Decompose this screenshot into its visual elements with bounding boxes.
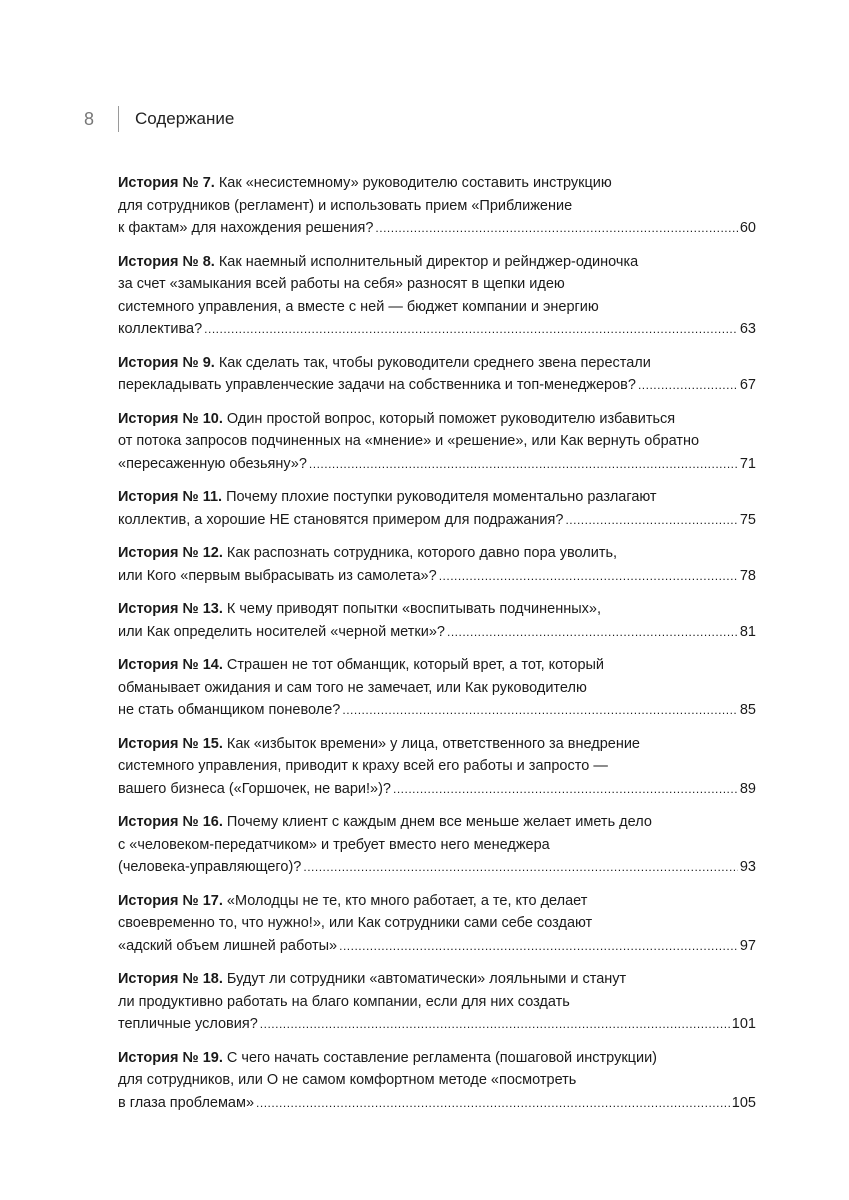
toc-entry[interactable] [118,1047,756,1115]
toc-entry[interactable] [118,733,756,801]
toc-entry-last-line [118,1092,756,1115]
toc-page-number[interactable]: 89 [739,780,756,797]
toc-entry-title-text: обманывает ожидания и сам того не замечает, или Как руководителю [118,679,587,696]
toc-entry-last-line [118,778,756,801]
toc-entry-last-line [118,509,756,532]
toc-entry-line [118,677,756,700]
toc-entry-title-text: «пересаженную обезьяну»? [118,455,307,472]
toc-entry-text [118,318,202,341]
toc-entry-last-line [118,699,756,722]
story-label: История № 11. [118,489,223,505]
toc-entry-title-text: или Кого «первым выбрасывать из самолета»? [118,567,437,584]
toc-entry-text [118,994,570,1010]
toc-entry[interactable] [118,352,756,397]
toc-page-number[interactable]: 105 [731,1094,756,1111]
toc-entry-title-text: системного управления, а вместе с ней — бюджет компании и энергию [118,298,599,315]
toc-entry-text [118,657,604,673]
toc-entry-line [118,273,756,296]
toc-entry-line [118,430,756,453]
toc-entry-title-text: Один простой вопрос, который поможет руководителю избавиться [222,410,676,427]
toc-entry-line [118,296,756,319]
toc-entry-title-text: для сотрудников, или О не самом комфортном методе «посмотреть [118,1072,577,1088]
dot-leader [375,217,737,240]
toc-entry-text [118,217,373,240]
toc-entry-title-text: Как «избыток времени» у лица, ответственного за внедрение [222,735,640,752]
toc-entry-text [118,736,640,752]
toc-page-number[interactable]: 101 [731,1016,756,1032]
toc-entry-text [118,254,638,270]
toc-entry-line [118,598,756,621]
toc-entry-text [118,915,592,931]
toc-entry-text [118,856,301,879]
toc-entry-title-text: ли продуктивно работать на благо компании, если для них создать [118,993,570,1010]
toc-entry[interactable] [118,251,756,341]
toc-entry-title-text: к фактам» для нахождения решения? [118,220,374,236]
toc-entry-title-text: «адский объем лишней работы» [118,937,338,954]
toc-entry-text [118,453,307,476]
story-label: История № 9. [118,354,215,371]
toc-page-number[interactable]: 85 [739,702,756,718]
toc-entry-title-text: Как распознать сотрудника, которого давно пора уволить, [222,545,618,561]
toc-entry-title-text: тепличные условия? [118,1016,258,1032]
toc-entry-title-text: Как наемный исполнительный директор и рейнджер-одиночка [214,253,639,270]
toc-entry-title-text: С чего начать составление регламента (пошаговой инструкции) [222,1049,657,1066]
page-header [84,105,234,133]
story-label: История № 8. [118,253,215,270]
toc-entry-text [118,411,675,427]
toc-page-number[interactable]: 75 [739,511,756,528]
toc-entry-title-text: перекладывать управленческие задачи на собственника и топ-менеджеров? [118,377,636,393]
toc-entry-line [118,1069,756,1092]
section-title: Содержание [135,109,235,128]
toc-entry-last-line [118,621,756,644]
toc-entry-line [118,486,756,509]
toc-entry[interactable] [118,172,756,240]
story-label: История № 15. [118,735,223,752]
toc-entry-line [118,991,756,1014]
toc-entry[interactable] [118,408,756,476]
toc-entry-line [118,251,756,274]
toc-entry-text [118,276,565,292]
dot-leader [339,935,738,958]
toc-entry-last-line [118,374,756,397]
toc-entry-line [118,195,756,218]
toc-page-number[interactable]: 63 [739,321,756,337]
toc-entry-title-text: Страшен не тот обманщик, который врет, а тот, который [222,657,605,673]
toc-entry-text [118,1050,657,1066]
toc-entry-text [118,565,437,588]
dot-leader [565,509,737,532]
toc-entry-title-text: К чему приводят попытки «воспитывать подчиненных», [222,601,602,617]
toc-entry-line [118,654,756,677]
table-of-contents [118,172,756,1125]
toc-entry-text [118,893,587,909]
toc-entry-line [118,890,756,913]
toc-entry-line [118,811,756,834]
dot-leader [309,453,738,476]
story-label: История № 19. [118,1049,223,1066]
toc-entry-line [118,408,756,431]
toc-entry-text [118,355,651,371]
toc-entry-title-text: в глаза проблемам» [118,1094,255,1111]
toc-entry[interactable] [118,654,756,722]
toc-page-number[interactable]: 78 [739,567,756,584]
toc-entry-text [118,1013,258,1036]
toc-entry-title-text: коллектива? [118,321,203,337]
toc-entry-title-text: «Молодцы не те, кто много работает, а те, кто делает [222,892,588,909]
toc-entry-last-line [118,453,756,476]
toc-entry-last-line [118,935,756,958]
toc-entry-title-text: Как сделать так, чтобы руководители среднего звена перестали [214,354,651,371]
toc-entry-title-text: или Как определить носителей «черной метки»? [118,623,445,640]
story-label: История № 13. [118,601,223,617]
toc-entry-text [118,601,601,617]
dot-leader [256,1092,730,1115]
toc-entry-title-text: за счет «замыкания всей работы на себя» разносят в щепки идею [118,276,565,292]
toc-entry[interactable] [118,542,756,587]
toc-entry[interactable] [118,968,756,1036]
toc-entry-title-text: коллектив, а хорошие НЕ становятся примером для подражания? [118,511,564,528]
dot-leader [439,565,738,588]
toc-entry-last-line [118,318,756,341]
toc-entry-last-line [118,217,756,240]
toc-entry-text [118,1092,254,1115]
toc-entry-text [118,778,391,801]
toc-entry-text [118,680,587,696]
toc-entry-line [118,755,756,778]
toc-entry-line [118,172,756,195]
toc-entry-text [118,1072,576,1088]
toc-entry-title-text: с «человеком-передатчиком» и требует вместо него менеджера [118,836,550,853]
story-label: История № 10. [118,410,223,427]
toc-entry-line [118,834,756,857]
toc-entry-last-line [118,1013,756,1036]
toc-entry-title-text: системного управления, приводит к краху всей его работы и запросто — [118,758,608,774]
toc-entry-text [118,837,550,853]
toc-entry-last-line [118,565,756,588]
toc-page-number[interactable]: 81 [739,623,756,640]
dot-leader [393,778,738,801]
toc-entry-text [118,489,657,505]
toc-page-number[interactable]: 93 [739,859,756,875]
story-label: История № 18. [118,971,223,987]
dot-leader [638,374,738,397]
toc-entry-line [118,968,756,991]
dot-leader [260,1013,730,1036]
page-number: 8 [84,108,95,129]
toc-entry-text [118,971,626,987]
story-label: История № 16. [118,814,223,830]
story-label: История № 14. [118,657,223,673]
toc-entry-title-text: своевременно то, что нужно!», или Как сотрудники сами себе создают [118,915,593,931]
dot-leader [342,699,738,722]
toc-entry-text [118,299,599,315]
toc-entry-line [118,352,756,375]
story-label: История № 17. [118,892,223,909]
toc-entry-text [118,699,340,722]
toc-entry[interactable] [118,598,756,643]
toc-page-number[interactable]: 60 [739,220,756,236]
toc-entry-title-text: Будут ли сотрудники «автоматически» лояльными и станут [222,971,627,987]
toc-entry[interactable] [118,811,756,879]
toc-entry[interactable] [118,890,756,958]
toc-entry-text [118,814,652,830]
toc-entry-title-text: для сотрудников (регламент) и использовать прием «Приближение [118,197,573,214]
toc-entry-line [118,1047,756,1070]
toc-entry-title-text: (человека-управляющего)? [118,859,302,875]
toc-entry[interactable] [118,486,756,531]
toc-entry-title-text: вашего бизнеса («Горшочек, не вари!»)? [118,780,391,797]
toc-page-number[interactable]: 67 [739,377,756,393]
toc-page-number[interactable]: 71 [739,455,756,472]
toc-entry-text [118,935,337,958]
dot-leader [303,856,737,879]
toc-entry-title-text: от потока запросов подчиненных на «мнение» и «решение», или Как вернуть обратно [118,433,700,449]
toc-entry-title-text: Почему плохие поступки руководителя моментально разлагают [222,489,657,505]
toc-entry-line [118,733,756,756]
toc-entry-title-text: не стать обманщиком поневоле? [118,702,341,718]
toc-entry-text [118,198,572,214]
toc-entry-text [118,758,608,774]
toc-entry-line [118,912,756,935]
header-divider [118,106,119,132]
toc-page-number[interactable]: 97 [739,937,756,954]
toc-entry-text [118,433,699,449]
toc-entry-title-text: Как «несистемному» руководителю составить инструкцию [214,175,612,191]
toc-entry-title-text: Почему клиент с каждым днем все меньше желает иметь дело [222,814,652,830]
toc-entry-text [118,175,612,191]
dot-leader [447,621,738,644]
toc-entry-last-line [118,856,756,879]
toc-entry-text [118,545,617,561]
toc-entry-text [118,374,636,397]
story-label: История № 7. [118,175,215,191]
toc-entry-line [118,542,756,565]
toc-entry-text [118,621,445,644]
dot-leader [204,318,738,341]
toc-entry-text [118,509,563,532]
story-label: История № 12. [118,545,223,561]
